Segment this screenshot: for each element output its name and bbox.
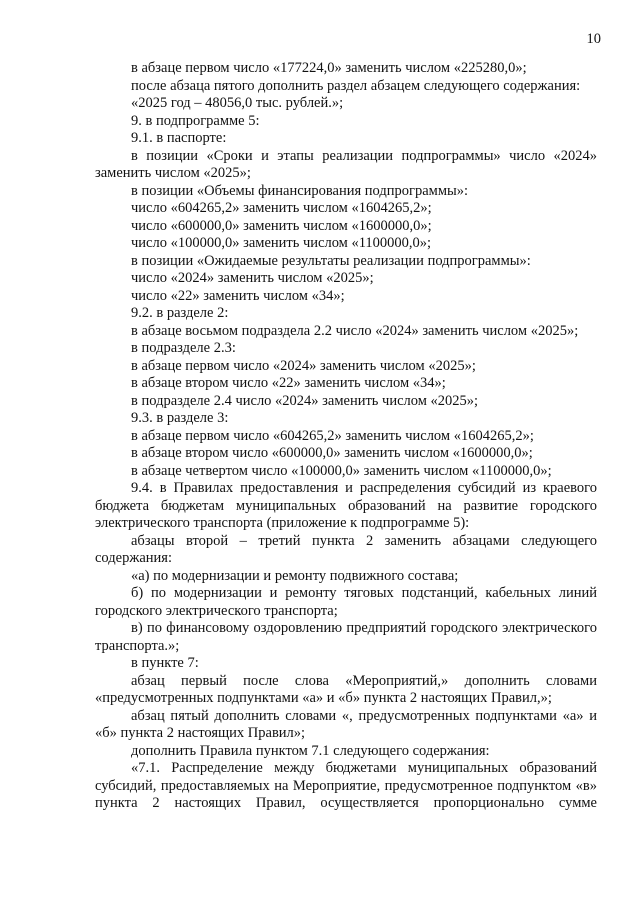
paragraph-11: в позиции «Ожидаемые результаты реализации подпрограммы»: [131,252,531,269]
paragraph-18: в абзаце втором число «22» заменить числом «34»; [131,375,446,391]
paragraph-1: в абзаце первом число «177224,0» заменить числом «225280,0»; [131,60,527,76]
paragraph-2: после абзаца пятого дополнить раздел абзацем следующего содержания: [131,77,581,94]
paragraph-7: в позиции «Объемы финансирования подпрограммы»: [131,182,469,199]
paragraph-8: число «604265,2» заменить числом «1604265,2»; [131,200,432,216]
paragraph-3: «2025 год – 48056,0 тыс. рублей.»; [131,95,344,111]
paragraph-27: б) по модернизации и ремонту тяговых подстанций, кабельных линий городского электрического транспорта; [95,585,597,619]
page-number: 10 [586,31,601,47]
paragraph-29: в пункте 7: [131,655,199,671]
document-body [95,60,597,813]
paragraph-33: «7.1. Распределение между бюджетами муниципальных образований субсидий, предоставляемых на Мероприятие, предусмотренное подпунктом «в» пункта 2 настоящих Правил, осуществляется пропорционально сумме [95,760,597,811]
paragraph-31: абзац пятый дополнить словами «, предусмотренных подпунктами «а» и «б» пункта 2 настоящих Правил»; [95,707,597,741]
paragraph-26: «а) по модернизации и ремонту подвижного состава; [131,567,459,584]
paragraph-13: число «22» заменить числом «34»; [131,287,345,304]
paragraph-14: 9.2. в разделе 2: [131,305,229,321]
paragraph-15: в абзаце восьмом подраздела 2.2 число «2024» заменить числом «2025»; [131,322,579,339]
paragraph-16: в подразделе 2.3: [131,340,236,356]
paragraph-12: число «2024» заменить числом «2025»; [131,270,374,286]
paragraph-32: дополнить Правила пунктом 7.1 следующего содержания: [131,742,490,759]
paragraph-23: в абзаце четвертом число «100000,0» заменить числом «1100000,0»; [131,462,552,479]
paragraph-22: в абзаце втором число «600000,0» заменить числом «1600000,0»; [131,445,533,461]
paragraph-19: в подразделе 2.4 число «2024» заменить числом «2025»; [131,392,479,409]
paragraph-30: абзац первый после слова «Мероприятий,» дополнить словами «предусмотренных подпунктами «а» и «б» пункта 2 настоящих Правил,»; [95,672,597,706]
paragraph-24: 9.4. в Правилах предоставления и распределения субсидий из краевого бюджета бюджетам муниципальных образований на развитие городского электрического транспорта (приложение к подпрограмме 5): [95,480,597,531]
paragraph-21: в абзаце первом число «604265,2» заменить числом «1604265,2»; [131,427,534,444]
paragraph-4: 9. в подпрограмме 5: [131,112,260,129]
paragraph-5: 9.1. в паспорте: [131,130,227,146]
paragraph-25: абзацы второй – третий пункта 2 заменить абзацами следующего содержания: [95,532,597,566]
paragraph-20: 9.3. в разделе 3: [131,410,229,426]
paragraph-10: число «100000,0» заменить числом «1100000,0»; [131,235,432,251]
paragraph-9: число «600000,0» заменить числом «1600000,0»; [131,217,432,234]
paragraph-6: в позиции «Сроки и этапы реализации подпрограммы» число «2024» заменить числом «2025»; [95,147,597,181]
paragraph-17: в абзаце первом число «2024» заменить числом «2025»; [131,357,476,374]
paragraph-28: в) по финансовому оздоровлению предприятий городского электрического транспорта.»; [95,620,597,654]
